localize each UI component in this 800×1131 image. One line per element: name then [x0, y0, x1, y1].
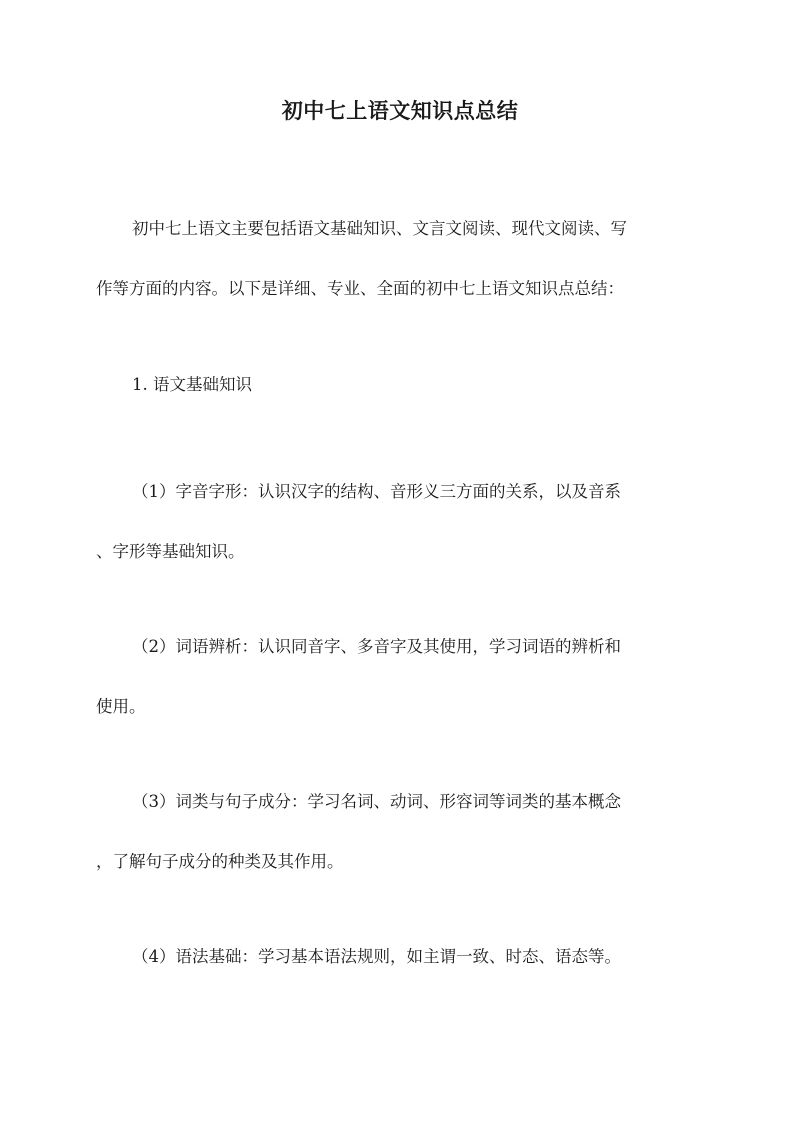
intro-paragraph: [96, 199, 708, 319]
item-2-line-2: 使用。: [96, 697, 146, 716]
item-4-line-1: （4）语法基础：学习基本语法规则，如主谓一致、时态、语态等。: [132, 947, 621, 966]
intro-line-2: 作等方面的内容。以下是详细、专业、全面的初中七上语文知识点总结：: [96, 279, 624, 298]
item-paragraph-2: [96, 617, 708, 737]
item-paragraph-4: [96, 927, 708, 987]
item-3-line-2: ，了解句子成分的种类及其作用。: [96, 852, 344, 871]
section-1-heading: 1. 语文基础知识: [132, 375, 252, 394]
section-heading: [96, 355, 708, 415]
document-title: 初中七上语文知识点总结: [281, 98, 519, 123]
intro-line-1: 初中七上语文主要包括语文基础知识、文言文阅读、现代文阅读、写: [132, 219, 627, 238]
item-3-line-1: （3）词类与句子成分：学习名词、动词、形容词等词类的基本概念: [132, 792, 621, 811]
item-paragraph-1: [96, 462, 708, 582]
item-2-line-1: （2）词语辨析：认识同音字、多音字及其使用，学习词语的辨析和: [132, 637, 621, 656]
item-1-line-1: （1）字音字形：认识汉字的结构、音形义三方面的关系，以及音系: [132, 482, 621, 501]
item-paragraph-3: [96, 772, 708, 892]
item-1-line-2: 、字形等基础知识。: [96, 542, 245, 561]
